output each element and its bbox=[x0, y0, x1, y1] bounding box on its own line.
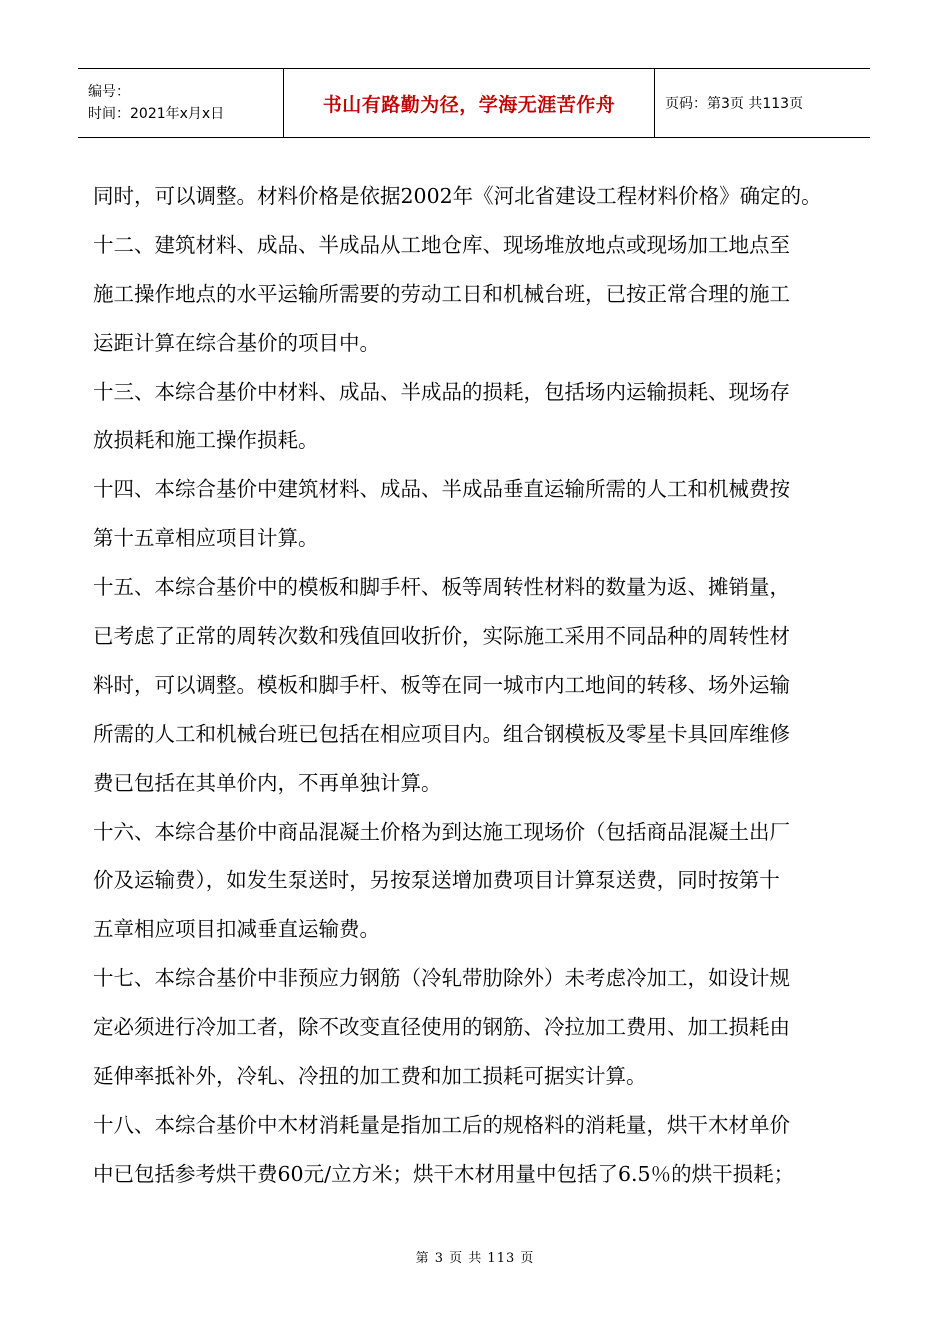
body-line: 十四、本综合基价中建筑材料、成品、半成品垂直运输所需的人工和机械费按 bbox=[93, 477, 790, 502]
header-page-info: 页码：第3页 共113页 bbox=[665, 96, 804, 112]
page-footer: 第 3 页 共 113 页 bbox=[415, 1251, 535, 1266]
body-line: 第十五章相应项目计算。 bbox=[93, 526, 319, 551]
body-line: 施工操作地点的水平运输所需要的劳动工日和机械台班，已按正常合理的施工 bbox=[93, 281, 790, 306]
body-line: 费已包括在其单价内，不再单独计算。 bbox=[93, 770, 442, 795]
body-line: 定必须进行冷加工者，除不改变直径使用的钢筋、冷拉加工费用、加工损耗由 bbox=[93, 1015, 790, 1040]
body-line: 放损耗和施工操作损耗。 bbox=[93, 428, 319, 453]
body-line: 十八、本综合基价中木材消耗量是指加工后的规格料的消耗量，烘干木材单价 bbox=[93, 1112, 790, 1137]
page-header bbox=[78, 68, 870, 138]
body-line: 价及运输费），如发生泵送时，另按泵送增加费项目计算泵送费，同时按第十 bbox=[93, 868, 780, 893]
body-line: 运距计算在综合基价的项目中。 bbox=[93, 330, 380, 355]
body-line: 所需的人工和机械台班已包括在相应项目内。组合钢模板及零星卡具回库维修 bbox=[93, 721, 790, 746]
body-line: 延伸率抵补外，冷轧、冷扭的加工费和加工损耗可据实计算。 bbox=[93, 1064, 647, 1089]
header-meta bbox=[78, 69, 283, 137]
body-line: 同时，可以调整。材料价格是依据2002年《河北省建设工程材料价格》确定的。 bbox=[93, 184, 822, 208]
document-date: 时间：2021年x月x日 bbox=[88, 106, 225, 122]
body-line: 十六、本综合基价中商品混凝土价格为到达施工现场价（包括商品混凝土出厂 bbox=[93, 819, 790, 844]
body-line: 十二、建筑材料、成品、半成品从工地仓库、现场堆放地点或现场加工地点至 bbox=[93, 232, 790, 257]
body-line: 十五、本综合基价中的模板和脚手杆、板等周转性材料的数量为返、摊销量， bbox=[93, 575, 790, 600]
body-line: 十七、本综合基价中非预应力钢筋（冷轧带肋除外）未考虑冷加工，如设计规 bbox=[93, 966, 790, 991]
document-body bbox=[93, 172, 873, 1199]
document-number: 编号： bbox=[88, 84, 130, 100]
body-line: 中已包括参考烘干费60元/立方米；烘干木材用量中包括了6.5％的烘干损耗； bbox=[93, 1161, 795, 1186]
body-line: 十三、本综合基价中材料、成品、半成品的损耗，包括场内运输损耗、现场存 bbox=[93, 379, 790, 404]
header-motto: 书山有路勤为径，学海无涯苦作舟 bbox=[283, 69, 655, 137]
body-line: 已考虑了正常的周转次数和残值回收折价，实际施工采用不同品种的周转性材 bbox=[93, 624, 790, 649]
body-line: 五章相应项目扣减垂直运输费。 bbox=[93, 917, 380, 942]
body-line: 料时，可以调整。模板和脚手杆、板等在同一城市内工地间的转移、场外运输 bbox=[93, 672, 790, 697]
